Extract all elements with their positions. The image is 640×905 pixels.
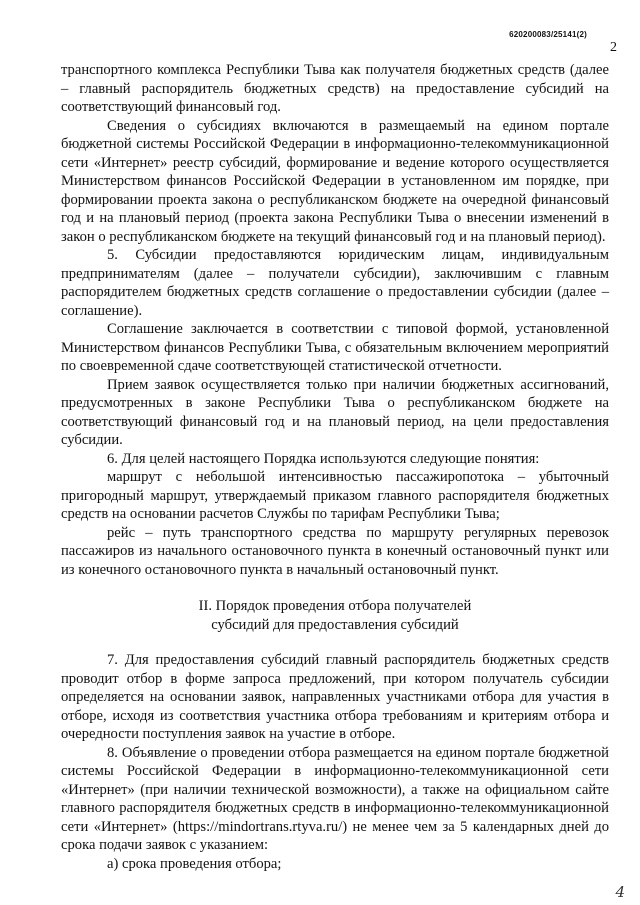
paragraph: Прием заявок осуществляется только при наличии бюджетных ассигнований, предусмотренных в законе Республики Тыва о республиканском бюджете на соответствующий финансовый год и на плановый период, на цели предоставления субсидии. — [61, 376, 609, 448]
paragraph: а) срока проведения отбора; — [107, 855, 282, 872]
paragraph: 8. Объявление о проведении отбора размещается на едином портале бюджетной системы Российской Федерации в информационно-телекоммуникационной сети «Интернет» (при наличии технической возможности), а также на официальном сайте главного распорядителя бюджетных средств в информационно-телекоммуникационной сети «Интернет» (https://mindortrans.rtyva.ru/) не менее чем за 5 календарных дней до срока подачи заявок с указанием: — [61, 744, 609, 853]
paragraph: 5. Субсидии предоставляются юридическим лицам, индивидуальным предпринимателям (далее – получатели субсидии), заключившим с главным распорядителем бюджетных средств соглашение о предоставлении субсидии (далее – соглашение). — [61, 247, 609, 319]
paragraph: 7. Для предоставления субсидий главный распорядитель бюджетных средств проводит отбор в форме запроса предложений, при котором получатель субсидии определяется на основании заявок, направленных участниками отбора для участия в отборе, исходя из соответствия участника отбора требованиям и критериям отбора и очередности поступления заявок на участие в отборе. — [61, 652, 609, 742]
document-registration-number: 620200083/25141(2) — [509, 30, 587, 39]
section-heading — [61, 597, 609, 634]
section-heading-line: II. Порядок проведения отбора получателей — [198, 598, 472, 614]
paragraph: 6. Для целей настоящего Порядка используются следующие понятия: — [107, 450, 540, 467]
paragraph: Соглашение заключается в соответствии с типовой формой, установленной Министерством финансов Республики Тыва, с обязательным включением мероприятий по своевременной сдаче соответствующей статистической отчетности. — [61, 321, 609, 374]
paragraph: рейс – путь транспортного средства по маршруту регулярных перевозок пассажиров из начального остановочного пункта в конечный остановочный пункт или из конечного остановочного пункта в начальный остановочный пункт. — [61, 524, 609, 578]
paragraph: Сведения о субсидиях включаются в размещаемый на едином портале бюджетной системы Российской Федерации в информационно-телекоммуникационной сети «Интернет» реестр субсидий, формирование и ведение которого осуществляется Министерством финансов Российской Федерации в установленном им порядке, при формировании проекта закона о республиканском бюджете на очередной финансовый год и на плановый период (проекта закона Республики Тыва о внесении изменений в закон о республиканском бюджете на текущий финансовый год и на плановый период). — [61, 117, 609, 245]
paragraph: транспортного комплекса Республики Тыва как получателя бюджетных средств (далее – главный распорядитель бюджетных средств) на предоставление субсидий на соответствующий финансовый год. — [61, 62, 609, 115]
page-number: 2 — [610, 40, 617, 55]
section-heading-line: субсидий для предоставления субсидий — [211, 616, 459, 633]
document-body — [61, 61, 609, 873]
handwritten-page-mark: 4 — [615, 883, 625, 901]
paragraph: маршрут с небольшой интенсивностью пассажиропотока – убыточный пригородный маршрут, утверждаемый приказом главного распорядителя бюджетных средств на основании расчетов Службы по тарифам Республики Тыва; — [61, 469, 609, 522]
